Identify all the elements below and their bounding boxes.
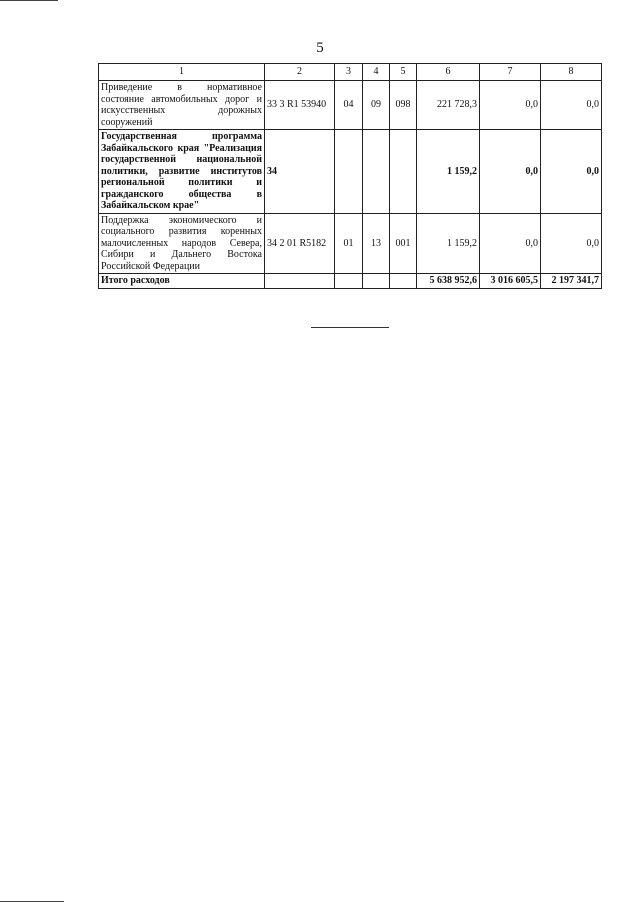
expense-type-code: 098 bbox=[390, 81, 417, 130]
empty-cell bbox=[335, 274, 363, 289]
column-header: 3 bbox=[335, 64, 363, 81]
amount-col7: 0,0 bbox=[480, 213, 541, 274]
column-header: 8 bbox=[541, 64, 602, 81]
table-row bbox=[99, 213, 602, 274]
column-header: 2 bbox=[265, 64, 335, 81]
subsection-code: 13 bbox=[363, 213, 390, 274]
amount-col6: 1 159,2 bbox=[417, 213, 480, 274]
budget-table bbox=[98, 63, 602, 289]
expense-type-code: 001 bbox=[390, 213, 417, 274]
crop-mark-top bbox=[0, 0, 58, 1]
amount-col7: 0,0 bbox=[480, 81, 541, 130]
subsection-code bbox=[363, 130, 390, 214]
program-name: Государственная программа Забайкальского края "Реализация государственной национальной политики, развитие институтов региональной политики и гражданского общества в Забайкальском крае" bbox=[99, 130, 265, 214]
target-code: 34 2 01 R5182 bbox=[265, 213, 335, 274]
section-code bbox=[335, 130, 363, 214]
crop-mark-bottom bbox=[0, 901, 64, 902]
amount-col7: 0,0 bbox=[480, 130, 541, 214]
empty-cell bbox=[265, 274, 335, 289]
expense-type-code bbox=[390, 130, 417, 214]
total-col6: 5 638 952,6 bbox=[417, 274, 480, 289]
target-code: 33 3 R1 53940 bbox=[265, 81, 335, 130]
amount-col6: 1 159,2 bbox=[417, 130, 480, 214]
column-header: 5 bbox=[390, 64, 417, 81]
section-code: 04 bbox=[335, 81, 363, 130]
expense-name: Приведение в нормативное состояние автомобильных дорог и искусственных дорожных сооружений bbox=[99, 81, 265, 130]
expense-name: Поддержка экономического и социального развития коренных малочисленных народов Севера, Сибири и Дальнего Востока Российской Федерации bbox=[99, 213, 265, 274]
total-col8: 2 197 341,7 bbox=[541, 274, 602, 289]
target-code: 34 bbox=[265, 130, 335, 214]
table-row bbox=[99, 130, 602, 214]
total-row bbox=[99, 274, 602, 289]
amount-col8: 0,0 bbox=[541, 81, 602, 130]
page-number: 5 bbox=[316, 40, 324, 56]
column-header: 1 bbox=[99, 64, 265, 81]
amount-col8: 0,0 bbox=[541, 213, 602, 274]
column-header: 4 bbox=[363, 64, 390, 81]
empty-cell bbox=[390, 274, 417, 289]
subsection-code: 09 bbox=[363, 81, 390, 130]
amount-col6: 221 728,3 bbox=[417, 81, 480, 130]
table-header-row bbox=[99, 64, 602, 81]
amount-col8: 0,0 bbox=[541, 130, 602, 214]
section-code: 01 bbox=[335, 213, 363, 274]
column-header: 6 bbox=[417, 64, 480, 81]
total-label: Итого расходов bbox=[99, 274, 265, 289]
column-header: 7 bbox=[480, 64, 541, 81]
end-divider-line bbox=[311, 327, 389, 328]
table-row bbox=[99, 81, 602, 130]
empty-cell bbox=[363, 274, 390, 289]
total-col7: 3 016 605,5 bbox=[480, 274, 541, 289]
